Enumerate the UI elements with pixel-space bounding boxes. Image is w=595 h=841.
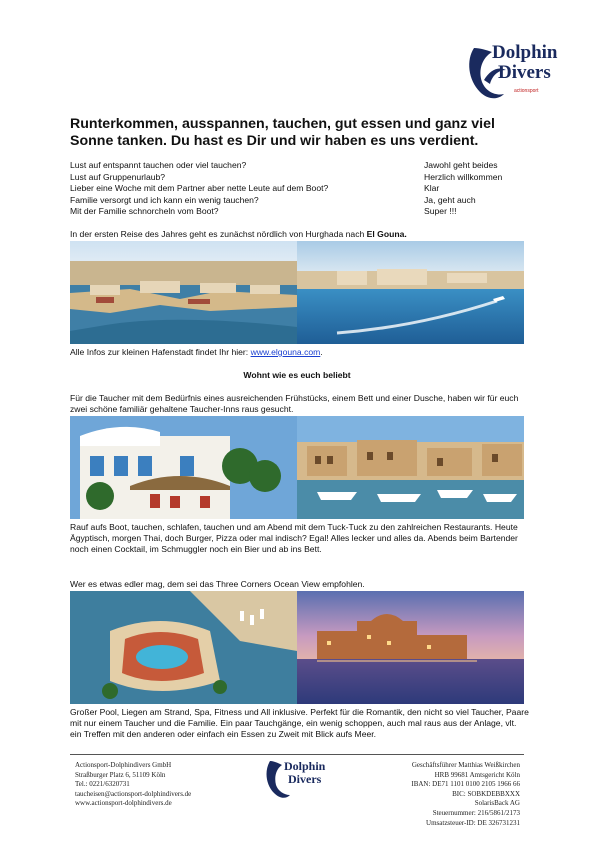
intro-text <box>70 229 530 240</box>
qa-answer: Super !!! <box>424 206 457 217</box>
elgouna-link[interactable]: www.elgouna.com <box>250 347 321 357</box>
qa-row <box>70 160 530 172</box>
qa-question: Lieber eine Woche mit dem Partner aber nette Leute auf dem Boot? <box>70 183 329 194</box>
qa-question: Mit der Familie schnorcheln vom Boot? <box>70 206 219 217</box>
logo-line2: Divers <box>498 62 551 83</box>
footer-right-line: BIC: SOBKDEBBXXX <box>452 789 520 798</box>
diver-inn-photo <box>70 416 297 519</box>
infos-text-after: . <box>320 347 323 357</box>
qa-answer: Jawohl geht beides <box>424 160 498 170</box>
footer-left-line: Straßburger Platz 6, 51109 Köln <box>75 770 166 779</box>
footer-right-line: IBAN: DE71 1101 0100 2105 1966 66 <box>411 780 520 789</box>
footer-right-line: HRB 99681 Amtsgericht Köln <box>434 770 520 779</box>
footer-logo-line2: Divers <box>288 772 322 786</box>
paragraph-divers-inns: Für die Taucher mit dem Bedürfnis eines ausreichenden Frühstücks, einem Bett und einer Dusche, haben wir für euch zwei schöne familiär gehaltene Taucher-Inns raus gesucht. <box>70 393 519 414</box>
footer-right-line: Geschäftsführer Matthias Weißkirchen <box>411 761 520 769</box>
qa-row <box>70 195 530 207</box>
logo-tagline: actionsport <box>514 88 539 94</box>
resort-aerial-photo <box>70 591 297 704</box>
footer-legal-info <box>350 761 520 828</box>
paragraph-boat-life: Rauf aufs Boot, tauchen, schlafen, tauchen und am Abend mit dem Tuck-Tuck zu den zahlreichen Restaurants. Heute Ägyptisch, morgen Thai, doch Burger, Pizza oder mal indisch? Egal! Alles lecker und alles da. Abends beim Bartender noch einen Cocktail, im Schmuggler noch ein Bier und ab ins Bett. <box>70 522 518 554</box>
qa-answer: Herzlich willkommen <box>424 171 503 182</box>
footer-logo-line1: Dolphin <box>284 759 326 773</box>
qa-answer: Klar <box>424 183 440 194</box>
footer-left-line: www.actionsport-dolphindivers.de <box>75 799 172 808</box>
footer-left-line: taucheisen@actionsport-dolphindivers.de <box>75 789 192 798</box>
infos-text <box>70 347 530 358</box>
infos-text-plain: Alle Infos zur kleinen Hafenstadt findet Ihr hier: <box>70 347 251 357</box>
qa-question: Familie versorgt und ich kann ein wenig tauchen? <box>70 194 259 205</box>
el-gouna-boat-photo <box>297 241 524 344</box>
resort-sunset-photo <box>297 591 524 704</box>
qa-row <box>70 183 530 195</box>
footer-right-line: Umsatzsteuer-ID: DE 326731231 <box>426 818 520 827</box>
paragraph-resort-details: Großer Pool, Liegen am Strand, Spa, Fitness und All inklusive. Perfekt für die Romantik, den nicht so viel Taucher, Paare mit nur einem Taucher und die Familie. Ein paar Tauchgänge, ein wenig schoppen, auch mal raus aus der Anlage, vlt. ein Treffen mit den anderen oder einfach ein Essen zu Zweit mit Blick aufs Meer. <box>70 707 529 739</box>
intro-text-plain: In der ersten Reise des Jahres geht es zunächst nördlich von Hurghada nach <box>70 229 367 239</box>
footer-left-line: Actionsport-Dolphindivers GmbH <box>75 761 172 769</box>
el-gouna-aerial-photo <box>70 241 297 344</box>
footer-divider <box>70 754 524 755</box>
logo-line1: Dolphin <box>492 42 558 63</box>
qa-list <box>70 160 530 218</box>
footer-right-line: SolarisBack AG <box>474 799 520 808</box>
intro-text-bold: El Gouna. <box>366 229 407 239</box>
footer-logo <box>262 757 332 801</box>
paragraph-three-corners: Wer es etwas edler mag, dem sei das Three Corners Ocean View empfohlen. <box>70 579 365 589</box>
section-title: Wohnt wie es euch beliebt <box>243 370 351 380</box>
qa-row <box>70 172 530 184</box>
marina-photo <box>297 416 524 519</box>
footer-left-line: Tel.: 0221/6320731 <box>75 780 130 789</box>
footer-right-line: Steuernummer: 216/5861/2173 <box>432 808 520 817</box>
dolphin-divers-logo <box>462 40 572 106</box>
qa-question: Lust auf entspannt tauchen oder viel tauchen? <box>70 160 247 170</box>
qa-answer: Ja, geht auch <box>424 194 476 205</box>
qa-question: Lust auf Gruppenurlaub? <box>70 171 166 182</box>
footer-company-info <box>75 761 245 809</box>
headline: Runterkommen, ausspannen, tauchen, gut essen und ganz viel Sonne tanken. Du hast es Dir und wir haben es uns verdient. <box>70 116 495 149</box>
qa-row <box>70 206 530 218</box>
